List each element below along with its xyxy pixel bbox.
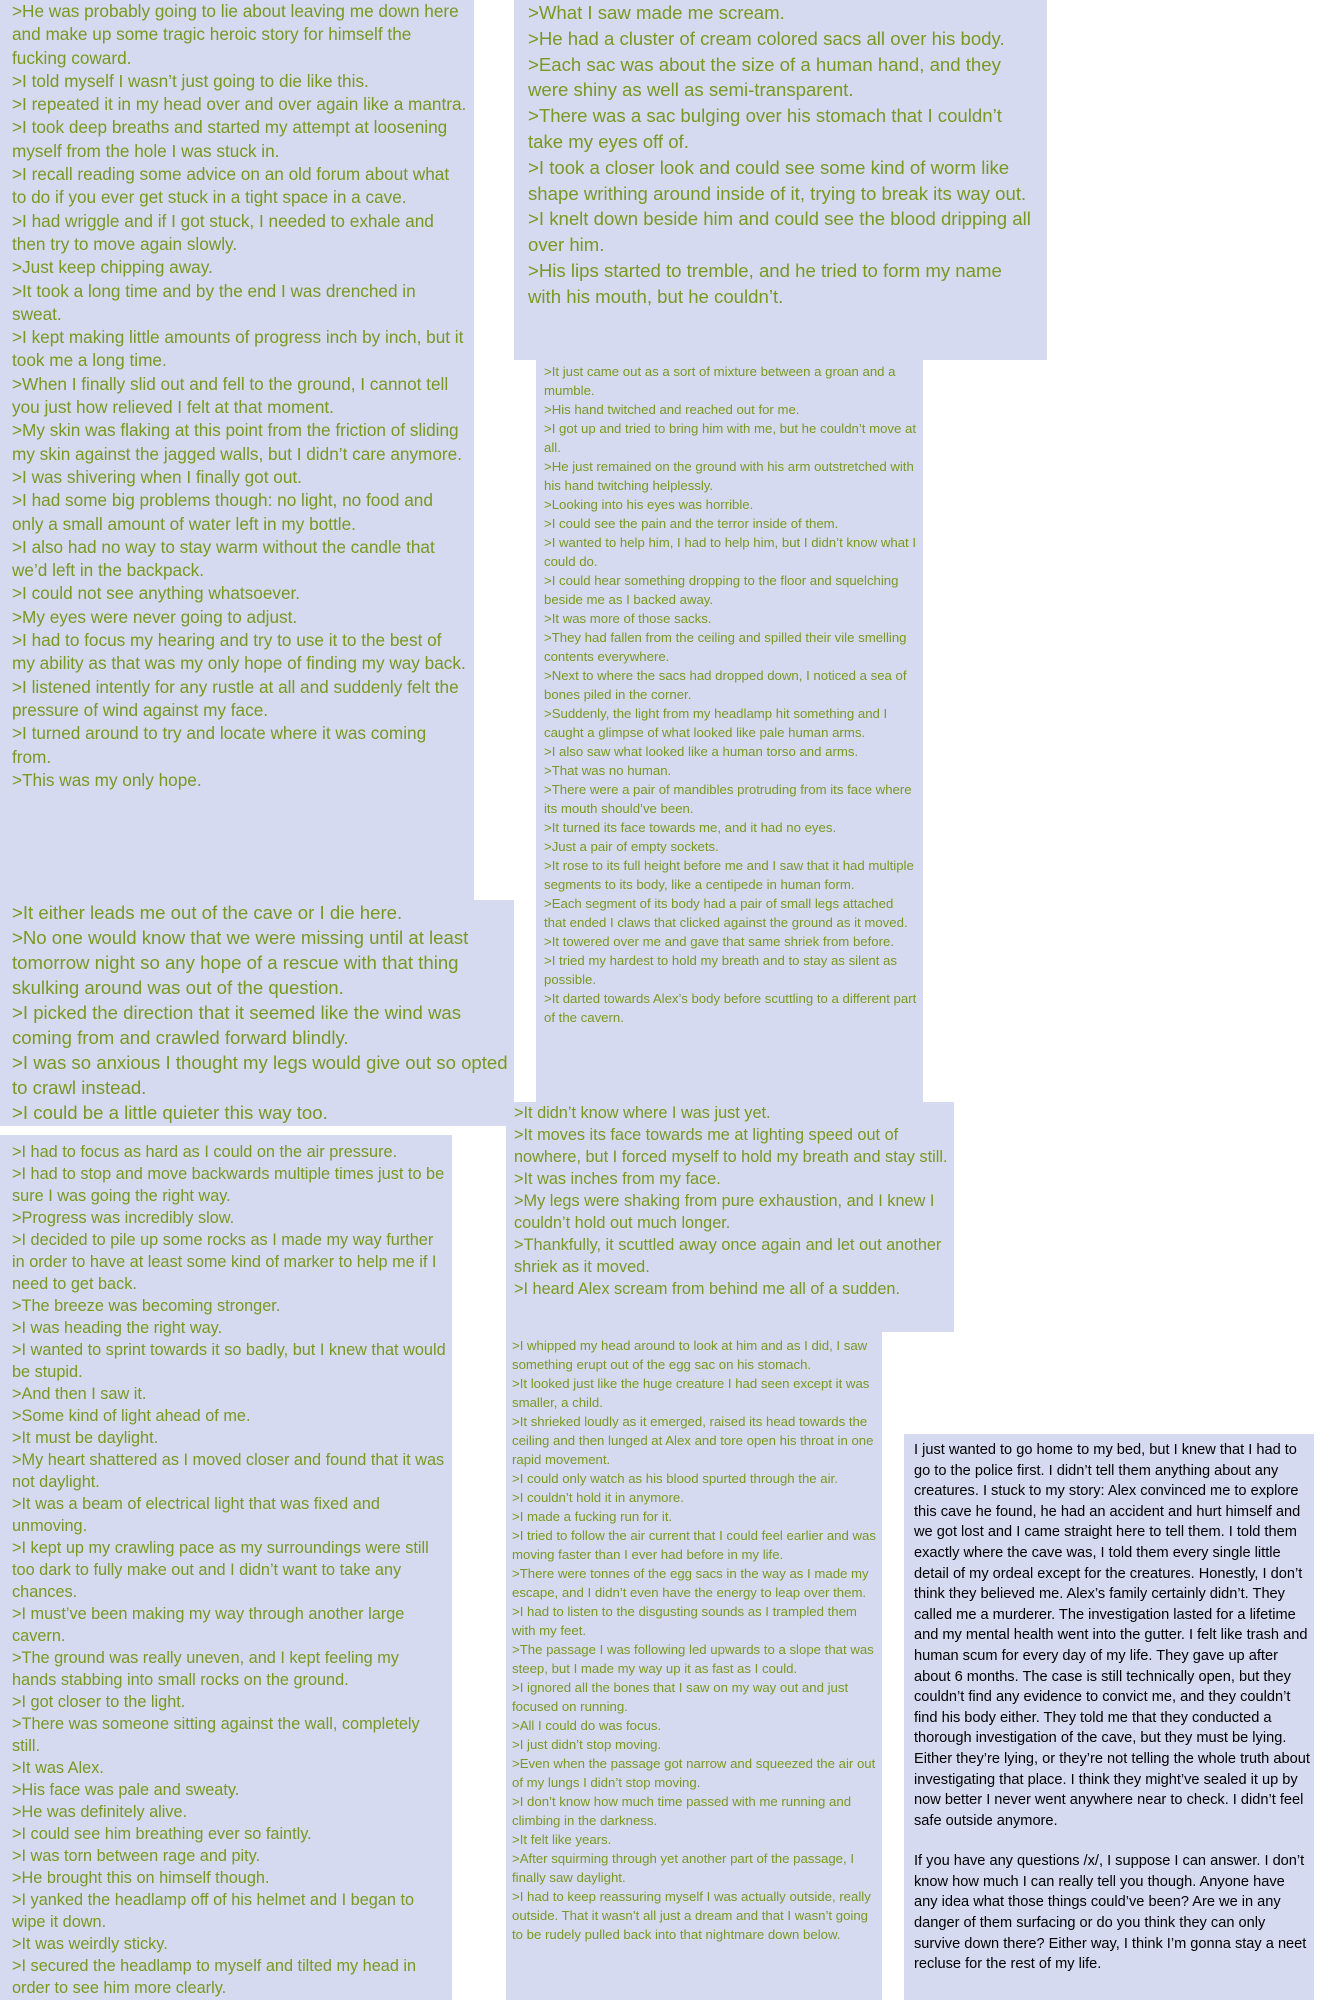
greentext-line: >There were tonnes of the egg sacs in the way as I made my escape, and I didn’t even have the energy to leap over them. <box>512 1566 869 1600</box>
greentext-line: >This was my only hope. <box>12 769 202 790</box>
greentext-line: >I had to stop and move backwards multiple times just to be sure I was going the right way. <box>12 1165 445 1205</box>
greentext-line: >It was inches from my face. <box>514 1170 721 1188</box>
greentext-line: >Next to where the sacs had dropped down, I noticed a sea of bones piled in the corner. <box>544 668 907 702</box>
greentext-line: >He brought this on himself though. <box>12 1869 270 1887</box>
greentext-line: >Even when the passage got narrow and squeezed the air out of my lungs I didn’t stop moving. <box>512 1756 876 1790</box>
greentext-line: >He just remained on the ground with his arm outstretched with his hand twitching helplessly. <box>544 459 914 493</box>
greentext-line: >I wanted to help him, I had to help him, but I didn’t know what I could do. <box>544 535 917 569</box>
greentext-line: >I kept up my crawling pace as my surroundings were still too dark to fully make out and I didn’t want to take any chances. <box>12 1539 429 1601</box>
greentext-line: >I don’t know how much time passed with me running and climbing in the darkness. <box>512 1794 852 1828</box>
greentext-line: >It either leads me out of the cave or I die here. <box>12 902 403 923</box>
greentext-line: >Thankfully, it scuttled away once again and let out another shriek as it moved. <box>514 1236 942 1276</box>
greentext-line: >I could hear something dropping to the floor and squelching beside me as I backed away. <box>544 573 899 607</box>
greentext-line: >I could see the pain and the terror inside of them. <box>544 516 839 531</box>
greentext-line: >He was probably going to lie about leaving me down here and make up some tragic heroic story for himself the fucking coward. <box>12 1 459 68</box>
post-block-1 <box>0 0 474 900</box>
greentext-line: >It was Alex. <box>12 1759 104 1777</box>
greentext-line: >I had to focus my hearing and try to use it to the best of my ability as that was my only hope of finding my way back. <box>12 630 466 674</box>
greentext-line: >I ignored all the bones that I saw on my way out and just focused on running. <box>512 1680 849 1714</box>
greentext-line: >My eyes were never going to adjust. <box>12 606 298 627</box>
greentext-line: >My skin was flaking at this point from the friction of sliding my skin against the jagged walls, but I didn’t care anymore. <box>12 420 462 464</box>
greentext-line: >It shrieked loudly as it emerged, raised its head towards the ceiling and then lunged at Alex and tore open his throat in one rapid movement. <box>512 1414 874 1467</box>
greentext-line: >I yanked the headlamp off of his helmet and I began to wipe it down. <box>12 1891 415 1931</box>
greentext-line: >It moves its face towards me at lighting speed out of nowhere, but I forced myself to hold my breath and stay still. <box>514 1126 948 1166</box>
post-paragraph: If you have any questions /x/, I suppose I can answer. I don’t know how much I can really tell you though. Anyone have any idea what those things could’ve been? Are we in any danger of them surfacing or do you think they can only survive down there? Either way, I think I’m gonna stay a neet recluse for the rest of my life. <box>914 1853 1307 1973</box>
greentext-line: >I secured the headlamp to myself and tilted my head in order to see him more clearly. <box>12 1957 417 1997</box>
greentext-line: >I could be a little quieter this way too. <box>12 1102 328 1123</box>
greentext-line: >I also had no way to stay warm without the candle that we’d left in the backpack. <box>12 536 435 581</box>
greentext-line: >I repeated it in my head over and over again like a mantra. <box>12 94 467 115</box>
greentext-line: >I couldn’t hold it in anymore. <box>512 1490 684 1505</box>
greentext-line: >Some kind of light ahead of me. <box>12 1407 251 1425</box>
greentext-line: >It was weirdly sticky. <box>12 1935 168 1953</box>
greentext-line: >I had to keep reassuring myself I was actually outside, really outside. That it wasn’t all just a dream and that I wasn’t going to be rudely pulled back into that nightmare down below. <box>512 1889 871 1942</box>
greentext-line: >It took a long time and by the end I was drenched in sweat. <box>12 280 416 324</box>
post-block-3 <box>0 1135 452 2000</box>
greentext-line: >No one would know that we were missing until at least tomorrow night so any hope of a rescue with that thing skulking around was out of the question. <box>12 927 469 998</box>
greentext-line: >It was more of those sacks. <box>544 611 712 626</box>
greentext-line: >It darted towards Alex’s body before scuttling to a different part of the cavern. <box>544 991 917 1025</box>
greentext-line: >I told myself I wasn’t just going to die like this. <box>12 70 369 91</box>
greentext-line: >Progress was incredibly slow. <box>12 1209 235 1227</box>
greentext-line: >It looked just like the huge creature I had seen except it was smaller, a child. <box>512 1376 870 1410</box>
greentext-line: >I was heading the right way. <box>12 1319 223 1337</box>
greentext-line: >I must’ve been making my way through another large cavern. <box>12 1605 405 1645</box>
greentext-line: >There was someone sitting against the wall, completely still. <box>12 1715 420 1755</box>
post-block-2 <box>0 900 514 1126</box>
post-paragraph: I just wanted to go home to my bed, but I knew that I had to go to the police first. I didn’t tell them anything about any creatures. I stuck to my story: Alex convinced me to explore this cave he found, he had an accident and hurt himself and we got lost and I came straight here to tell them. I told them exactly where the cave was, I told them every single little detail of my ordeal except for the creatures. Honestly, I don’t think they believed me. Alex’s family certainly didn’t. They called me a murderer. The investigation lasted for a lifetime and my mental health went into the gutter. I felt like trash and human scum for every day of my life. They gave up after about 6 months. The case is still technically open, but they couldn’t find any evidence to convict me, and they couldn’t find his body either. They told me that they conducted a thorough investigation of the cave, but they must be lying. Either they’re lying, or they’re not telling the whole truth about investigating that place. I think they might’ve sealed it up by now better I never went anywhere near to check. I didn’t feel safe outside anymore. <box>914 1442 1310 1829</box>
greentext-line: >After squirming through yet another part of the passage, I finally saw daylight. <box>512 1851 854 1885</box>
greentext-line: >It just came out as a sort of mixture between a groan and a mumble. <box>544 364 896 398</box>
greentext-line: >I took a closer look and could see some kind of worm like shape writhing around inside of it, trying to break its way out. <box>528 156 1027 204</box>
greentext-line: >I had to focus as hard as I could on the air pressure. <box>12 1143 398 1161</box>
greentext-line: >Each segment of its body had a pair of small legs attached that ended I claws that clicked against the ground as it moved. <box>544 896 908 930</box>
greentext-line: >That was no human. <box>544 763 672 778</box>
greentext-line: >I decided to pile up some rocks as I made my way further in order to have at least some kind of marker to help me if I need to get back. <box>12 1231 437 1293</box>
greentext-line: >Just a pair of empty sockets. <box>544 839 719 854</box>
greentext-line: >The ground was really uneven, and I kept feeling my hands stabbing into small rocks on the ground. <box>12 1649 399 1689</box>
greentext-line: >I heard Alex scream from behind me all of a sudden. <box>514 1280 900 1298</box>
greentext-line: >I wanted to sprint towards it so badly, but I knew that would be stupid. <box>12 1341 446 1381</box>
greentext-line: >What I saw made me scream. <box>528 2 785 23</box>
greentext-line: >It didn’t know where I was just yet. <box>514 1104 771 1122</box>
post-block-6 <box>506 1102 954 1332</box>
greentext-line: >His hand twitched and reached out for me. <box>544 402 800 417</box>
greentext-line: >His lips started to tremble, and he tried to form my name with his mouth, but he couldn’t. <box>528 259 1002 307</box>
greentext-line: >I had some big problems though: no light, no food and only a small amount of water left in my bottle. <box>12 490 433 534</box>
greentext-line: >Suddenly, the light from my headlamp hit something and I caught a glimpse of what looked like pale human arms. <box>544 706 888 740</box>
greentext-line: >I tried my hardest to hold my breath and to stay as silent as possible. <box>544 953 897 987</box>
post-block-4 <box>514 0 1047 360</box>
greentext-line: >I listened intently for any rustle at all and suddenly felt the pressure of wind against my face. <box>12 676 459 720</box>
greentext-line: >He had a cluster of cream colored sacs all over his body. <box>528 27 1005 49</box>
greentext-line: >I got closer to the light. <box>12 1693 186 1711</box>
greentext-line: >When I finally slid out and fell to the ground, I cannot tell you just how relieved I felt at that moment. <box>12 373 449 418</box>
greentext-line: >The passage I was following led upwards to a slope that was steep, but I made my way up it as fast as I could. <box>512 1642 874 1676</box>
greentext-line: >I could see him breathing ever so faintly. <box>12 1825 312 1843</box>
greentext-line: >All I could do was focus. <box>512 1718 662 1733</box>
greentext-line: >I whipped my head around to look at him and as I did, I saw something erupt out of the egg sac on his stomach. <box>512 1338 868 1372</box>
greentext-line: >I could not see anything whatsoever. <box>12 583 301 604</box>
greentext-line: >I made a fucking run for it. <box>512 1509 673 1524</box>
greentext-line: >There were a pair of mandibles protruding from its face where its mouth should’ve been. <box>544 782 912 816</box>
greentext-line: >Each sac was about the size of a human hand, and they were shiny as well as semi-transparent. <box>528 53 1001 101</box>
greentext-line: >My legs were shaking from pure exhaustion, and I knew I couldn’t hold out much longer. <box>514 1192 935 1232</box>
greentext-line: >I had to listen to the disgusting sounds as I trampled them with my feet. <box>512 1604 857 1638</box>
greentext-line: >My heart shattered as I moved closer and found that it was not daylight. <box>12 1451 445 1491</box>
greentext-line: >He was definitely alive. <box>12 1803 188 1821</box>
greentext-line: >I just didn’t stop moving. <box>512 1737 662 1752</box>
greentext-line: >I picked the direction that it seemed like the wind was coming from and crawled forward blindly. <box>12 1002 462 1048</box>
greentext-line: >And then I saw it. <box>12 1385 147 1403</box>
greentext-line: >It rose to its full height before me and I saw that it had multiple segments to its body, like a centipede in human form. <box>544 858 914 892</box>
post-block-5 <box>536 360 923 1102</box>
greentext-line: >I kept making little amounts of progress inch by inch, but it took me a long time. <box>12 327 464 371</box>
greentext-line: >I could only watch as his blood spurted through the air. <box>512 1471 838 1486</box>
greentext-line: >I was shivering when I finally got out. <box>12 466 302 487</box>
greentext-line: >His face was pale and sweaty. <box>12 1781 240 1799</box>
greentext-line: >I got up and tried to bring him with me, but he couldn’t move at all. <box>544 421 917 455</box>
greentext-line: >There was a sac bulging over his stomach that I couldn’t take my eyes off of. <box>528 105 1002 152</box>
greentext-line: >I was torn between rage and pity. <box>12 1847 261 1865</box>
greentext-line: >I took deep breaths and started my attempt at loosening myself from the hole I was stuck in. <box>12 117 448 161</box>
post-block-7 <box>506 1332 882 2000</box>
greentext-line: >The breeze was becoming stronger. <box>12 1297 281 1315</box>
greentext-line: >I turned around to try and locate where it was coming from. <box>12 723 427 767</box>
post-block-8 <box>904 1434 1314 2000</box>
greentext-line: >It was a beam of electrical light that was fixed and unmoving. <box>12 1495 380 1535</box>
greentext-line: >It turned its face towards me, and it had no eyes. <box>544 820 837 835</box>
greentext-line: >It felt like years. <box>512 1832 612 1847</box>
greentext-line: >I recall reading some advice on an old forum about what to do if you ever get stuck in a tight space in a cave. <box>12 164 450 208</box>
greentext-line: >I was so anxious I thought my legs would give out so opted to crawl instead. <box>12 1052 508 1098</box>
greentext-line: >I knelt down beside him and could see the blood dripping all over him. <box>528 208 1031 256</box>
greentext-line: >It towered over me and gave that same shriek from before. <box>544 934 895 949</box>
greentext-line: >I tried to follow the air current that I could feel earlier and was moving faster than I ever had before in my life. <box>512 1528 876 1562</box>
greentext-line: >It must be daylight. <box>12 1429 159 1447</box>
greentext-line: >Looking into his eyes was horrible. <box>544 497 754 512</box>
greentext-line: >Just keep chipping away. <box>12 257 213 278</box>
greentext-line: >I also saw what looked like a human torso and arms. <box>544 744 859 759</box>
greentext-line: >They had fallen from the ceiling and spilled their vile smelling contents everywhere. <box>544 630 907 664</box>
greentext-line: >I had wriggle and if I got stuck, I needed to exhale and then try to move again slowly. <box>12 210 434 254</box>
